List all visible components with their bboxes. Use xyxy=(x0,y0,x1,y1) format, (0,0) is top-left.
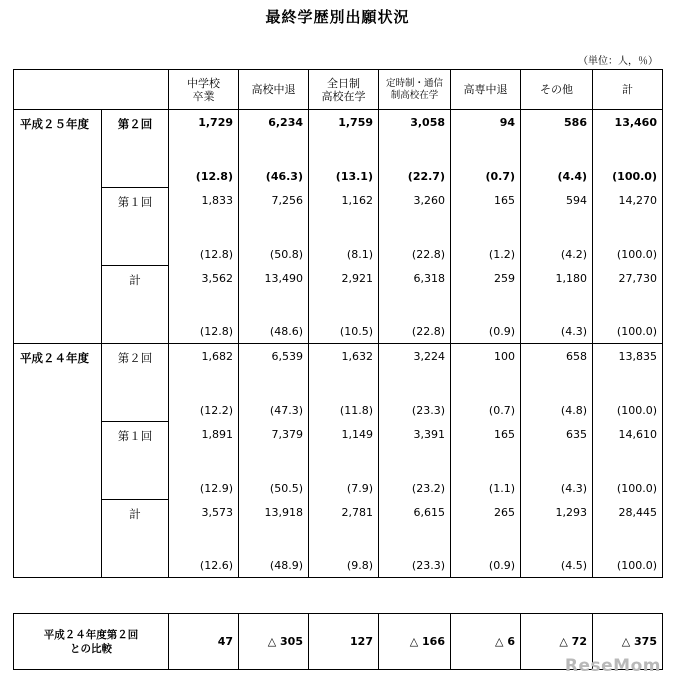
comparison-value: △ 6 xyxy=(451,614,521,670)
applications-table xyxy=(13,69,663,578)
count-cell: 2,921 xyxy=(309,266,379,305)
percent-cell: (23.3) xyxy=(379,539,451,578)
comparison-value: △ 305 xyxy=(239,614,309,670)
count-cell: 1,632 xyxy=(309,344,379,383)
count-cell: 7,256 xyxy=(239,188,309,227)
percent-cell: (100.0) xyxy=(593,383,663,422)
count-cell: 1,759 xyxy=(309,110,379,149)
percent-cell: (23.3) xyxy=(379,383,451,422)
count-cell: 265 xyxy=(451,500,521,539)
count-row xyxy=(14,344,663,383)
count-cell: 3,058 xyxy=(379,110,451,149)
comparison-value: △ 375 xyxy=(593,614,663,670)
year-label: 平成２４年度 xyxy=(14,344,102,578)
percent-cell: (13.1) xyxy=(309,149,379,188)
percent-cell: (4.2) xyxy=(521,227,593,266)
percent-cell: (10.5) xyxy=(309,305,379,344)
count-cell: 14,610 xyxy=(593,422,663,461)
round-label: 第１回 xyxy=(102,188,169,266)
col-header-other: その他 xyxy=(521,70,593,110)
year-label: 平成２５年度 xyxy=(14,110,102,344)
count-cell: 594 xyxy=(521,188,593,227)
percent-cell: (4.3) xyxy=(521,305,593,344)
percent-cell: (12.2) xyxy=(169,383,239,422)
count-cell: 1,149 xyxy=(309,422,379,461)
col-header-kosen-dropout: 高専中退 xyxy=(451,70,521,110)
count-cell: 1,891 xyxy=(169,422,239,461)
count-cell: 1,293 xyxy=(521,500,593,539)
count-cell: 13,460 xyxy=(593,110,663,149)
percent-cell: (50.8) xyxy=(239,227,309,266)
count-row xyxy=(14,188,663,227)
percent-cell: (100.0) xyxy=(593,227,663,266)
count-cell: 6,615 xyxy=(379,500,451,539)
count-row xyxy=(14,422,663,461)
col-header-parttime-hs: 定時制・通信 制高校在学 xyxy=(379,70,451,110)
count-row xyxy=(14,500,663,539)
percent-cell: (12.9) xyxy=(169,461,239,500)
col-header-hs-dropout: 高校中退 xyxy=(239,70,309,110)
percent-cell: (47.3) xyxy=(239,383,309,422)
count-cell: 1,180 xyxy=(521,266,593,305)
percent-cell: (0.7) xyxy=(451,149,521,188)
percent-cell: (4.8) xyxy=(521,383,593,422)
count-cell: 165 xyxy=(451,188,521,227)
count-cell: 28,445 xyxy=(593,500,663,539)
percent-cell: (12.8) xyxy=(169,305,239,344)
count-cell: 1,162 xyxy=(309,188,379,227)
count-cell: 14,270 xyxy=(593,188,663,227)
count-cell: 3,573 xyxy=(169,500,239,539)
count-cell: 1,729 xyxy=(169,110,239,149)
count-cell: 6,539 xyxy=(239,344,309,383)
count-cell: 3,260 xyxy=(379,188,451,227)
page-title: 最終学歴別出願状況 xyxy=(265,8,410,26)
percent-cell: (22.8) xyxy=(379,305,451,344)
count-cell: 1,833 xyxy=(169,188,239,227)
percent-cell: (12.8) xyxy=(169,227,239,266)
count-cell: 3,224 xyxy=(379,344,451,383)
percent-cell: (48.6) xyxy=(239,305,309,344)
comparison-value: 127 xyxy=(309,614,379,670)
watermark-logo: ReseMom xyxy=(564,656,661,676)
percent-cell: (23.2) xyxy=(379,461,451,500)
count-cell: 13,490 xyxy=(239,266,309,305)
percent-cell: (50.5) xyxy=(239,461,309,500)
percent-cell: (0.7) xyxy=(451,383,521,422)
comparison-value: 47 xyxy=(169,614,239,670)
percent-cell: (100.0) xyxy=(593,149,663,188)
count-cell: 259 xyxy=(451,266,521,305)
percent-cell: (9.8) xyxy=(309,539,379,578)
count-cell: 658 xyxy=(521,344,593,383)
round-label: 計 xyxy=(102,500,169,578)
count-cell: 13,918 xyxy=(239,500,309,539)
percent-cell: (12.8) xyxy=(169,149,239,188)
count-cell: 1,682 xyxy=(169,344,239,383)
count-cell: 100 xyxy=(451,344,521,383)
count-cell: 3,391 xyxy=(379,422,451,461)
count-row xyxy=(14,266,663,305)
count-cell: 635 xyxy=(521,422,593,461)
percent-cell: (4.4) xyxy=(521,149,593,188)
col-header-fulltime-hs: 全日制 高校在学 xyxy=(309,70,379,110)
percent-cell: (8.1) xyxy=(309,227,379,266)
percent-cell: (22.7) xyxy=(379,149,451,188)
comparison-value: △ 72 xyxy=(521,614,593,670)
percent-cell: (48.9) xyxy=(239,539,309,578)
percent-cell: (7.9) xyxy=(309,461,379,500)
comparison-label: 平成２４年度第２回 との比較 xyxy=(14,614,169,670)
percent-cell: (1.1) xyxy=(451,461,521,500)
count-cell: 2,781 xyxy=(309,500,379,539)
count-cell: 3,562 xyxy=(169,266,239,305)
unit-note: （単位：人，％） xyxy=(578,56,658,67)
comparison-value: △ 166 xyxy=(379,614,451,670)
percent-cell: (4.3) xyxy=(521,461,593,500)
header-row xyxy=(14,70,663,110)
col-header-total: 計 xyxy=(593,70,663,110)
percent-cell: (46.3) xyxy=(239,149,309,188)
percent-cell: (4.5) xyxy=(521,539,593,578)
round-label: 第１回 xyxy=(102,422,169,500)
count-cell: 94 xyxy=(451,110,521,149)
percent-cell: (1.2) xyxy=(451,227,521,266)
percent-cell: (12.6) xyxy=(169,539,239,578)
round-label: 計 xyxy=(102,266,169,344)
percent-cell: (0.9) xyxy=(451,305,521,344)
count-row xyxy=(14,110,663,149)
percent-cell: (100.0) xyxy=(593,305,663,344)
percent-cell: (100.0) xyxy=(593,539,663,578)
count-cell: 27,730 xyxy=(593,266,663,305)
round-label: 第２回 xyxy=(102,110,169,188)
count-cell: 6,318 xyxy=(379,266,451,305)
percent-cell: (0.9) xyxy=(451,539,521,578)
percent-cell: (22.8) xyxy=(379,227,451,266)
count-cell: 586 xyxy=(521,110,593,149)
count-cell: 7,379 xyxy=(239,422,309,461)
percent-cell: (11.8) xyxy=(309,383,379,422)
col-header-junior-high: 中学校 卒業 xyxy=(169,70,239,110)
count-cell: 6,234 xyxy=(239,110,309,149)
round-label: 第２回 xyxy=(102,344,169,422)
percent-cell: (100.0) xyxy=(593,461,663,500)
count-cell: 165 xyxy=(451,422,521,461)
count-cell: 13,835 xyxy=(593,344,663,383)
